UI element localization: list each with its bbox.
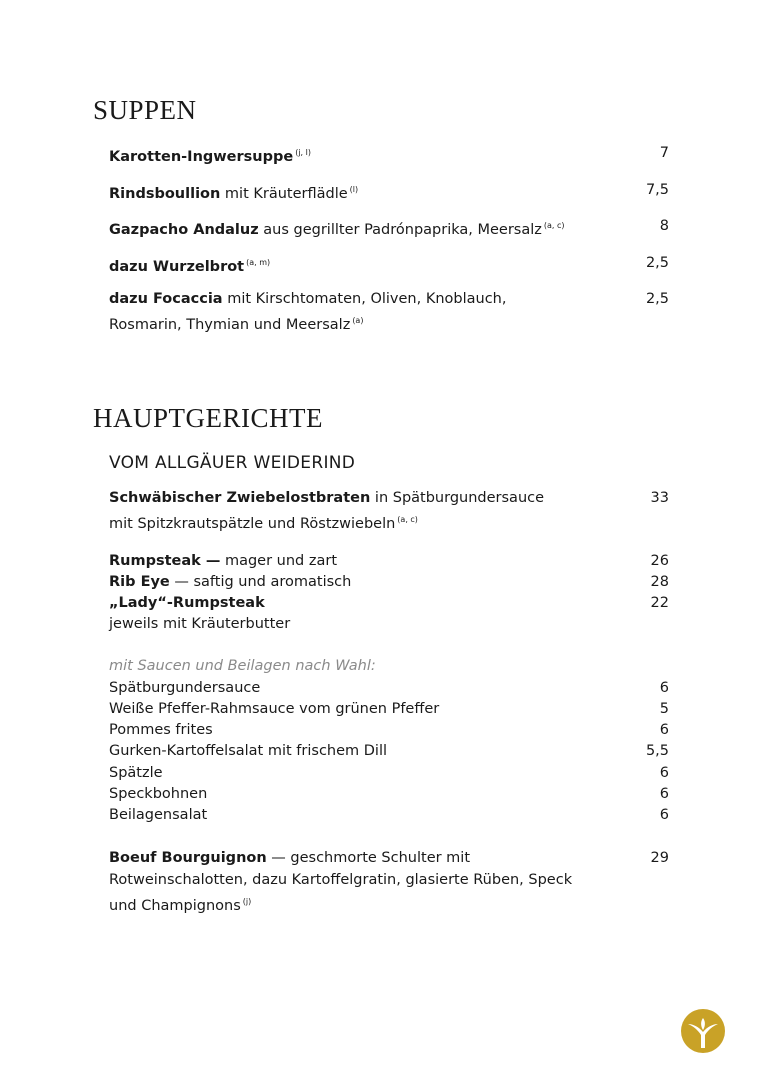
item-description: in Spätburgundersauce mit Spitzkrautspätzle und Röstzwiebeln [109, 490, 545, 532]
menu-item [109, 551, 669, 572]
item-price: 8 [659, 218, 669, 234]
section-title-hauptgerichte: HAUPTGERICHTE [93, 403, 323, 433]
item-price: 22 [650, 595, 669, 611]
item-name: dazu Focaccia [109, 291, 223, 307]
side-price: 5,5 [645, 743, 669, 759]
section-title-suppen: SUPPEN [93, 95, 197, 125]
side-name: Pommes frites [109, 722, 213, 738]
item-name: „Lady“-Rumpsteak [109, 595, 265, 611]
side-price: 5 [659, 701, 669, 717]
side-price: 6 [659, 722, 669, 738]
side-price: 6 [659, 786, 669, 802]
item-price: 33 [650, 490, 669, 506]
side-name: Weiße Pfeffer-Rahmsauce vom grünen Pfeffer [109, 701, 440, 717]
item-description: mit Kräuterflädle [220, 186, 348, 202]
side-price: 6 [659, 765, 669, 781]
side-item [109, 699, 669, 720]
item-price: 2,5 [645, 291, 669, 307]
item-description: — saftig und aromatisch [169, 574, 352, 590]
allergen-codes: (j, l) [295, 148, 311, 157]
side-item [109, 678, 669, 699]
item-price: 2,5 [645, 255, 669, 271]
menu-item [109, 487, 669, 535]
allergen-codes: (a, c) [397, 515, 418, 524]
side-item [109, 805, 669, 826]
side-name: Gurken-Kartoffelsalat mit frischem Dill [109, 743, 388, 759]
side-item [109, 784, 669, 805]
allergen-codes: (a, m) [246, 258, 271, 267]
item-name: Schwäbischer Zwiebelostbraten [109, 490, 371, 506]
menu-item [109, 572, 669, 593]
item-name: Gazpacho Andaluz [109, 222, 259, 238]
side-price: 6 [659, 680, 669, 696]
steaks-note: jeweils mit Kräuterbutter [109, 616, 291, 632]
item-price: 7 [659, 145, 669, 161]
side-item [109, 720, 669, 741]
item-name: Boeuf Bourguignon [109, 850, 267, 866]
item-description: mit Kirschtomaten, Oliven, Knoblauch, Rosmarin, Thymian und Meersalz [109, 291, 507, 333]
sides-note: mit Saucen und Beilagen nach Wahl: [109, 658, 376, 674]
allergen-codes: (j) [242, 897, 252, 906]
item-description: mager und zart [220, 553, 338, 569]
sub-heading: VOM ALLGÄUER WEIDERIND [109, 453, 356, 473]
item-description: — geschmorte Schulter mit Rotweinschalotten, dazu Kartoffelgratin, glasierte Rüben, Speck und Champignons [109, 850, 573, 914]
item-name: Karotten-Ingwersuppe [109, 149, 294, 165]
side-name: Speckbohnen [109, 786, 208, 802]
menu-item [109, 847, 669, 917]
side-name: Spätburgundersauce [109, 680, 261, 696]
menu-item [109, 252, 669, 278]
item-price: 28 [650, 574, 669, 590]
menu-item [109, 179, 669, 205]
side-name: Beilagensalat [109, 807, 208, 823]
side-name: Spätzle [109, 765, 163, 781]
menu-item [109, 142, 669, 168]
allergen-codes: (l) [349, 185, 359, 194]
item-name: Rindsboullion [109, 186, 221, 202]
item-name: dazu Wurzelbrot [109, 259, 245, 275]
item-name: Rib Eye [109, 574, 170, 590]
menu-item [109, 593, 669, 614]
menu-item [109, 288, 669, 336]
side-item [109, 763, 669, 784]
brand-logo-icon [680, 1008, 726, 1054]
allergen-codes: (a) [352, 316, 364, 325]
item-price: 29 [650, 850, 669, 866]
side-item [109, 741, 669, 762]
item-name: Rumpsteak — [109, 553, 221, 569]
item-price: 7,5 [645, 182, 669, 198]
side-price: 6 [659, 807, 669, 823]
menu-item [109, 215, 669, 241]
item-description: aus gegrillter Padrónpaprika, Meersalz [258, 222, 542, 238]
item-price: 26 [650, 553, 669, 569]
allergen-codes: (a, c) [543, 221, 565, 230]
